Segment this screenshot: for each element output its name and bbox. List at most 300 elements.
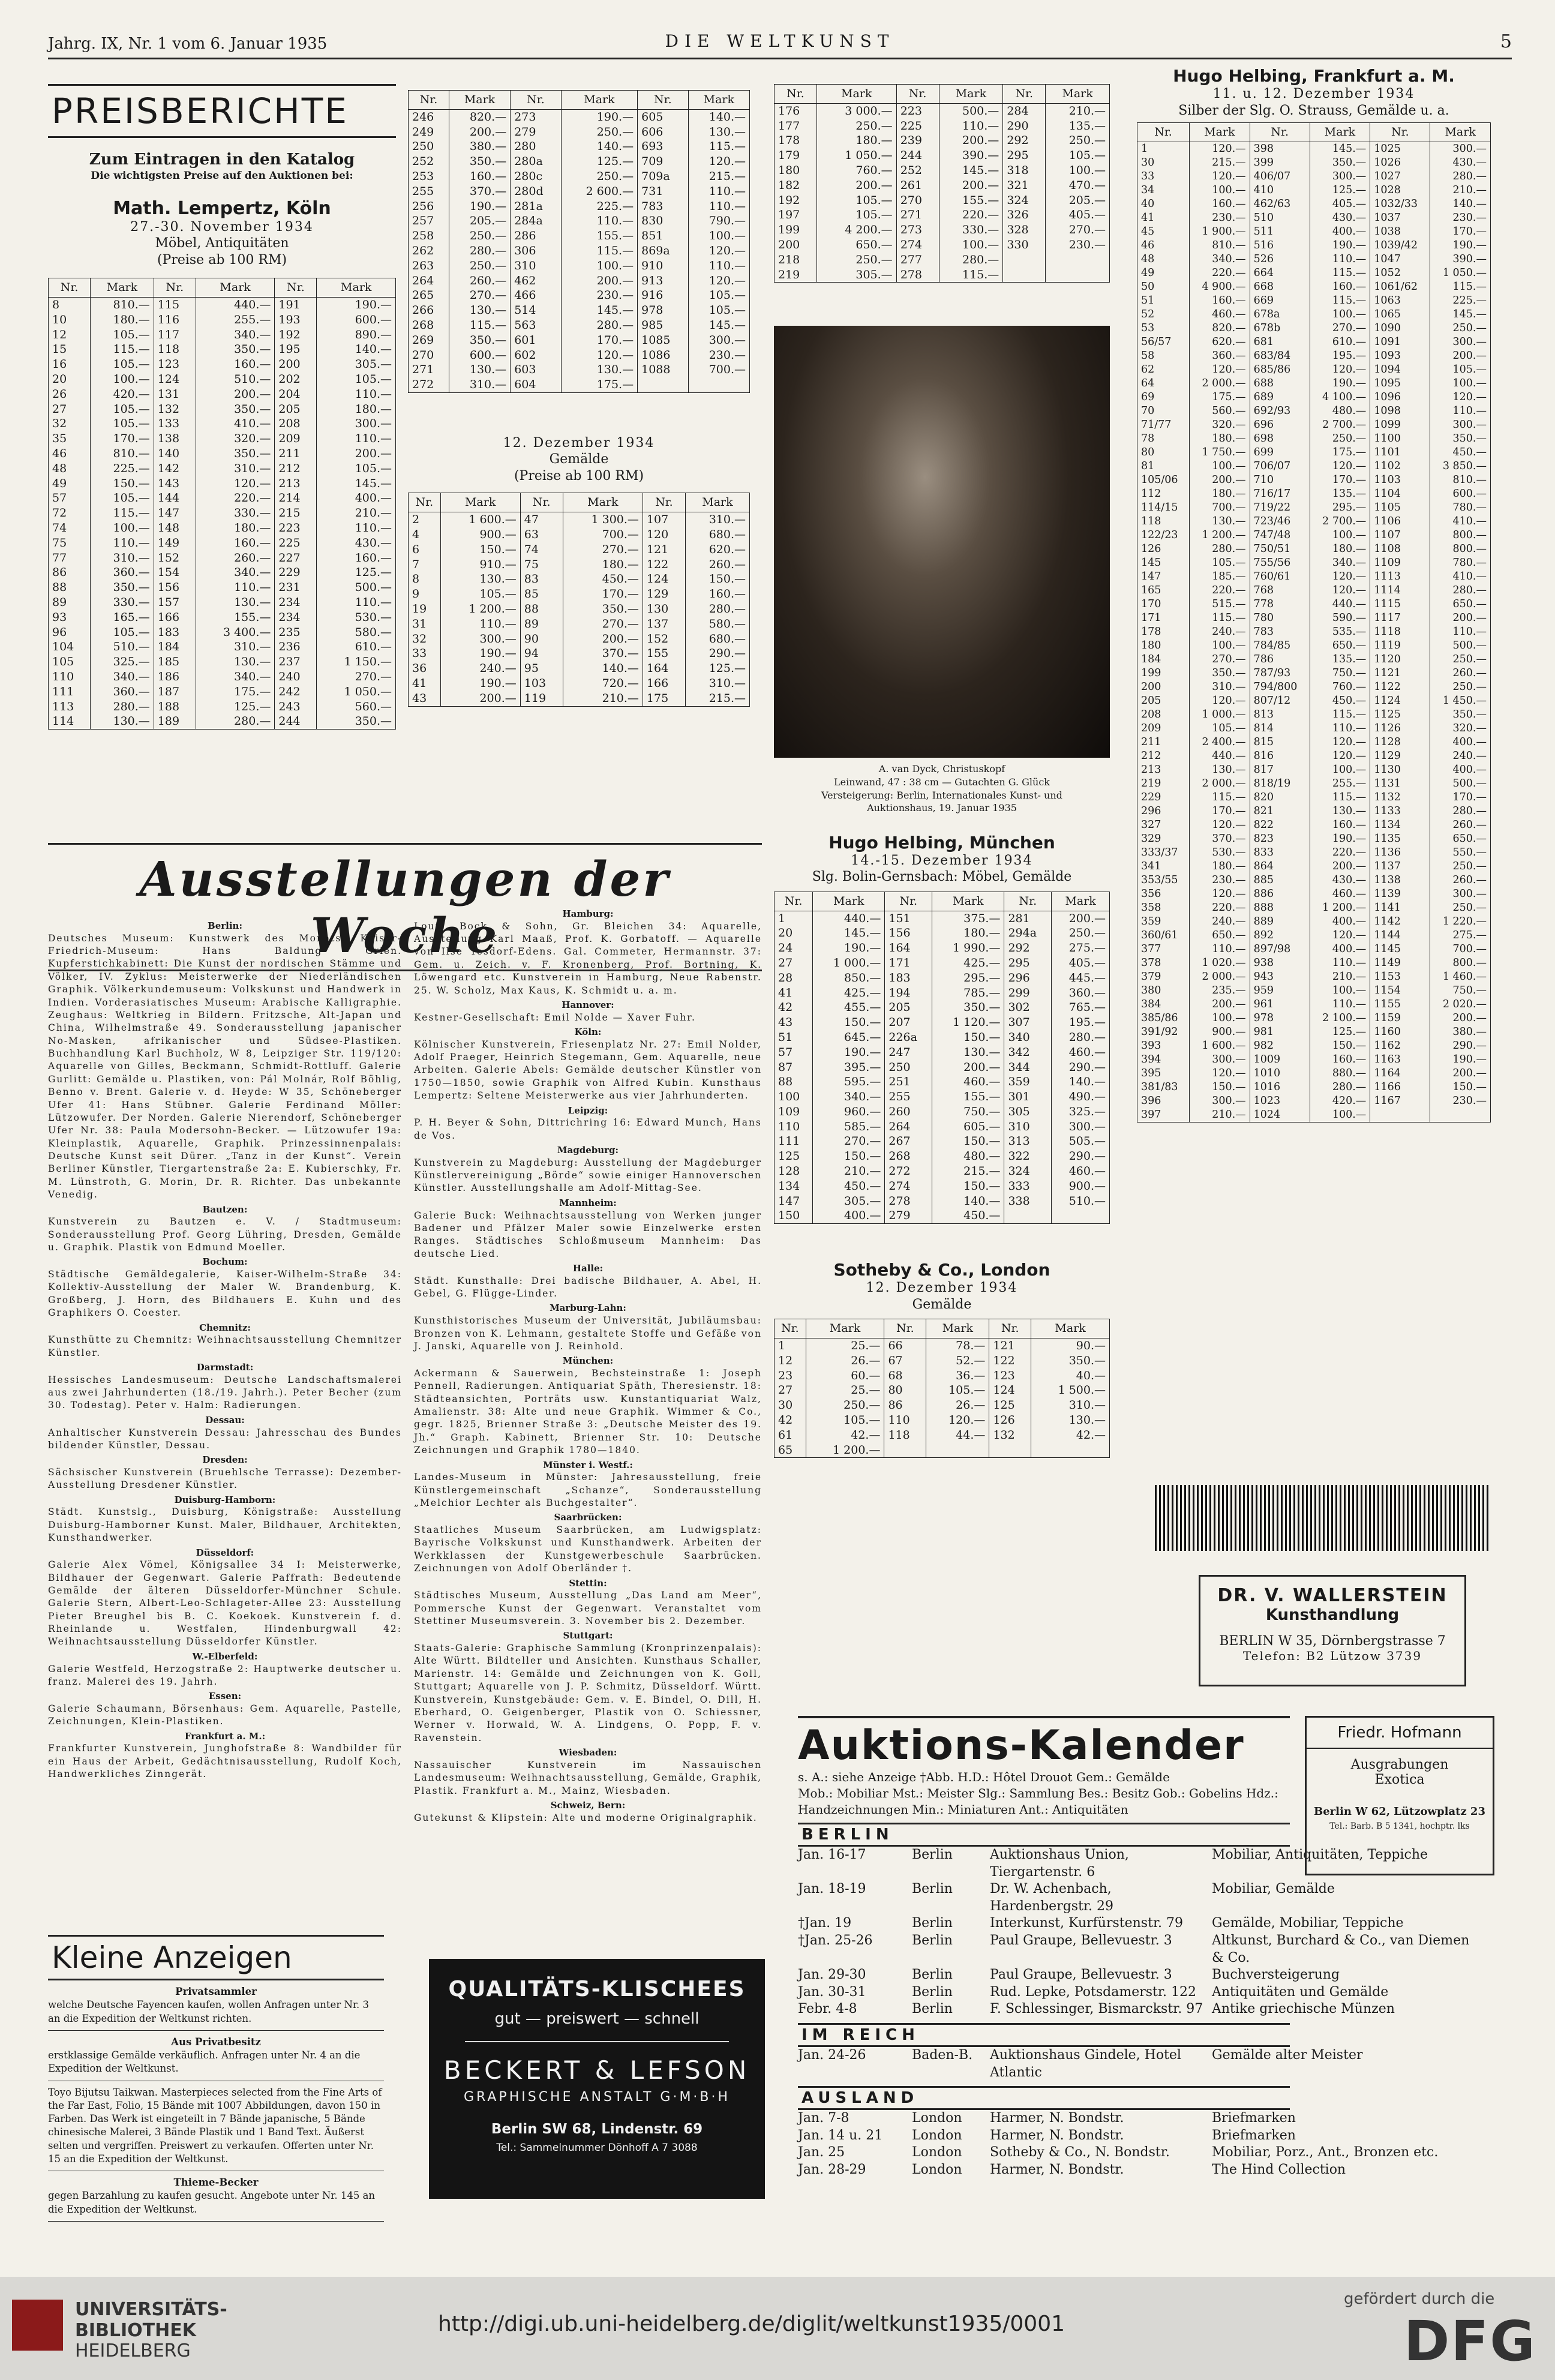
- lot-number-cell: 1118: [1370, 625, 1430, 639]
- lot-number-cell: 110: [884, 1413, 926, 1428]
- table-row: [775, 103, 1110, 118]
- lot-number-cell: 43: [775, 1015, 813, 1030]
- price-cell: 155.—: [196, 610, 275, 625]
- price-cell: 180.—: [196, 521, 275, 536]
- lot-number-cell: 41: [775, 986, 813, 1001]
- lot-number-cell: 1131: [1370, 777, 1430, 791]
- lot-number-cell: 125: [989, 1398, 1031, 1413]
- price-cell: 310.—: [196, 640, 275, 655]
- table-row: [49, 387, 396, 402]
- lot-number-cell: 88: [520, 602, 563, 617]
- price-cell: 140.—: [561, 139, 637, 154]
- price-cell: 105.—: [440, 587, 520, 602]
- lot-number-cell: 68: [884, 1368, 926, 1383]
- price-cell: 1 300.—: [563, 512, 643, 527]
- lot-number-cell: 4: [409, 527, 441, 542]
- lot-number-cell: 462: [511, 274, 562, 289]
- price-cell: 220.—: [1190, 901, 1250, 915]
- price-cell: 250.—: [561, 169, 637, 184]
- column-header: Mark: [449, 91, 510, 110]
- lot-number-cell: 166: [154, 610, 196, 625]
- table-row: [409, 661, 750, 676]
- lot-number-cell: 118: [1137, 515, 1190, 529]
- auktions-section-title: AUSLAND: [798, 2086, 1290, 2110]
- table-row: [409, 691, 750, 706]
- price-cell: 190.—: [813, 1045, 885, 1060]
- lot-number-cell: 26: [49, 387, 91, 402]
- price-cell: 810.—: [1430, 473, 1491, 487]
- lot-number-cell: 514: [511, 303, 562, 318]
- price-cell: 645.—: [813, 1030, 885, 1045]
- preisberichte-subtitle: Zum Eintragen in den Katalog: [89, 151, 355, 169]
- lot-number-cell: 406/07: [1250, 170, 1310, 184]
- price-cell: 290.—: [1052, 1060, 1110, 1075]
- lot-number-cell: 851: [638, 229, 689, 244]
- price-cell: 300.—: [688, 333, 749, 348]
- lot-number-cell: 709a: [638, 169, 689, 184]
- price-cell: 270.—: [563, 542, 643, 557]
- price-cell: 1 600.—: [1190, 1039, 1250, 1053]
- price-cell: 480.—: [1310, 404, 1370, 418]
- lot-number-cell: 33: [409, 646, 441, 661]
- price-cell: 550.—: [1430, 846, 1491, 860]
- lot-number-cell: 683/84: [1250, 349, 1310, 363]
- table-header-row: [1137, 123, 1491, 142]
- price-cell: 150.—: [813, 1015, 885, 1030]
- hofmann-line2: Ausgrabungen: [1350, 1757, 1449, 1772]
- lot-number-cell: 256: [409, 199, 449, 214]
- price-cell: 130.—: [440, 572, 520, 587]
- lot-number-cell: 820: [1250, 791, 1310, 805]
- lot-number-cell: 833: [1250, 846, 1310, 860]
- classified-ad: [48, 1980, 384, 2031]
- lot-number-cell: 270: [896, 193, 939, 208]
- price-cell: 810.—: [91, 298, 154, 313]
- auction-cell: Jan. 30-31: [798, 1984, 866, 2000]
- hofmann-name: Friedr. Hofmann: [1307, 1718, 1493, 1749]
- lot-number-cell: 699: [1250, 446, 1310, 460]
- price-cell: 500.—: [1430, 777, 1491, 791]
- table-row: [49, 506, 396, 521]
- table-row: [409, 587, 750, 602]
- exhibitions-right-column: [414, 906, 762, 1824]
- price-cell: 1 900.—: [1190, 225, 1250, 239]
- table-row: [409, 288, 750, 303]
- lot-number-cell: 40: [1137, 197, 1190, 211]
- lot-number-cell: 137: [643, 617, 685, 632]
- lot-number-cell: 380: [1137, 984, 1190, 998]
- exhibition-city: Leipzig:: [568, 1105, 608, 1116]
- price-cell: 600.—: [1430, 487, 1491, 501]
- exhibition-text: Louis Bock & Sohn, Gr. Bleichen 34: Aquarelle, Ausstellung Karl Maaß, Prof. K. Gorbatoff. — Aquarelle von Ilse Tesdorf-Edens. Gal. Commeter, Hermannstr. 37: Gem. u. Zeich. v. F. Kronenberg, Prof. Bortning, K. Löwengard etc. Kunstverein in Hamburg, Neue Rabenstr. 25. W. Scholz, Max Kaus, K. Schmidt u. a. m.: [414, 920, 762, 996]
- lot-number-cell: 384: [1137, 998, 1190, 1012]
- price-cell: 215.—: [685, 691, 749, 706]
- price-cell: 340.—: [1310, 556, 1370, 570]
- auction-cell: Harmer, N. Bondstr.: [990, 2162, 1124, 2177]
- table-row: [409, 109, 750, 124]
- column-header: Nr.: [775, 892, 813, 911]
- lot-number-cell: 193: [275, 313, 317, 328]
- price-cell: 310.—: [1031, 1398, 1110, 1413]
- auction-row: [798, 1847, 1428, 1881]
- table-row: [775, 1149, 1110, 1164]
- lot-number-cell: 284a: [511, 214, 562, 229]
- price-cell: 170.—: [91, 431, 154, 446]
- lot-number-cell: 1099: [1370, 418, 1430, 432]
- column-header: Mark: [816, 85, 896, 104]
- price-cell: 790.—: [688, 214, 749, 229]
- column-header: Nr.: [1370, 123, 1430, 142]
- auction-cell: Jan. 25: [798, 2145, 845, 2160]
- price-cell: 215.—: [1190, 156, 1250, 170]
- exhibition-entry: [414, 1262, 762, 1300]
- price-cell: 350.—: [449, 154, 510, 169]
- column-4: [1137, 66, 1491, 1123]
- lot-number-cell: 1102: [1370, 460, 1430, 473]
- helbing-frankfurt-price-table: [1137, 122, 1491, 1123]
- price-cell: 460.—: [1310, 887, 1370, 901]
- lot-number-cell: 381/83: [1137, 1081, 1190, 1094]
- price-cell: 1 220.—: [1430, 915, 1491, 929]
- auction-cell: Berlin: [912, 1916, 953, 1931]
- lot-number-cell: 178: [775, 133, 817, 148]
- lot-number-cell: 207: [885, 1015, 932, 1030]
- exhibition-city: Dessau:: [205, 1414, 245, 1425]
- price-cell: 220.—: [1190, 584, 1250, 598]
- lot-number-cell: 246: [409, 109, 449, 124]
- table-row: [775, 148, 1110, 163]
- price-cell: 360.—: [1190, 349, 1250, 363]
- price-cell: 220.—: [939, 208, 1003, 223]
- price-cell: 300.—: [1430, 418, 1491, 432]
- price-cell: 440.—: [196, 298, 275, 313]
- lot-number-cell: 138: [154, 431, 196, 446]
- classified-ad: [48, 2171, 384, 2222]
- auction-cell: Jan. 18-19: [798, 1881, 866, 1897]
- table-row: [1137, 846, 1491, 860]
- price-cell: 105.—: [317, 461, 396, 476]
- price-cell: 510.—: [1052, 1194, 1110, 1209]
- price-cell: 450.—: [1310, 694, 1370, 708]
- lot-number-cell: 46: [49, 446, 91, 461]
- price-cell: 120.—: [1190, 363, 1250, 377]
- lot-number-cell: 140: [154, 446, 196, 461]
- lot-number-cell: 688: [1250, 377, 1310, 391]
- lot-number-cell: 128: [775, 1164, 813, 1179]
- table-row: [409, 527, 750, 542]
- price-cell: 430.—: [1310, 211, 1370, 225]
- price-cell: 280.—: [685, 602, 749, 617]
- table-row: [1137, 1094, 1491, 1108]
- lot-number-cell: 280a: [511, 154, 562, 169]
- lot-number-cell: 77: [49, 551, 91, 566]
- funded-by-label: gefördert durch die: [1344, 2290, 1495, 2308]
- price-cell: 510.—: [91, 640, 154, 655]
- lot-number-cell: 164: [885, 941, 932, 956]
- table-row: [409, 214, 750, 229]
- table-row: [1137, 611, 1491, 625]
- lot-number-cell: 171: [885, 956, 932, 971]
- price-cell: 115.—: [91, 342, 154, 357]
- lot-number-cell: 247: [885, 1045, 932, 1060]
- table-row: [49, 610, 396, 625]
- price-cell: 250.—: [1430, 860, 1491, 874]
- exhibition-city: Köln:: [574, 1027, 602, 1037]
- price-cell: 140.—: [317, 342, 396, 357]
- price-cell: 200.—: [563, 632, 643, 647]
- lot-number-cell: 180: [775, 163, 817, 178]
- lot-number-cell: 709: [638, 154, 689, 169]
- auction-cell: Berlin: [912, 2001, 953, 2017]
- price-cell: 210.—: [317, 506, 396, 521]
- price-cell: 175.—: [1310, 446, 1370, 460]
- table-row: [1137, 887, 1491, 901]
- lot-number-cell: 397: [1137, 1108, 1190, 1123]
- price-cell: 300.—: [1190, 1094, 1250, 1108]
- lot-number-cell: 88: [775, 1075, 813, 1090]
- lot-number-cell: 125: [775, 1149, 813, 1164]
- price-cell: 110.—: [1310, 253, 1370, 266]
- lot-number-cell: 110: [49, 670, 91, 685]
- lot-number-cell: 1121: [1370, 667, 1430, 680]
- table-row: [1137, 791, 1491, 805]
- column-header: Nr.: [775, 85, 817, 104]
- exhibition-city: Frankfurt a. M.:: [184, 1730, 266, 1742]
- price-cell: 210.—: [1046, 103, 1110, 118]
- lot-number-cell: 205: [1137, 694, 1190, 708]
- price-cell: 405.—: [1310, 197, 1370, 211]
- price-cell: 450.—: [563, 572, 643, 587]
- price-cell: 400.—: [1310, 943, 1370, 956]
- lot-number-cell: 192: [775, 193, 817, 208]
- lot-number-cell: 274: [885, 1179, 932, 1194]
- classified-title: Privatsammler: [175, 1986, 257, 1997]
- price-cell: 300.—: [1052, 1120, 1110, 1135]
- table-row: [1137, 625, 1491, 639]
- lot-number-cell: 170: [1137, 598, 1190, 611]
- table-row: [775, 1000, 1110, 1015]
- column-header: Mark: [317, 278, 396, 298]
- lot-number-cell: 1126: [1370, 722, 1430, 736]
- lot-number-cell: 32: [409, 632, 441, 647]
- lot-number-cell: 237: [275, 655, 317, 670]
- price-cell: 165.—: [91, 610, 154, 625]
- price-cell: 300.—: [1430, 887, 1491, 901]
- price-cell: 280.—: [91, 700, 154, 715]
- price-cell: 160.—: [449, 169, 510, 184]
- price-cell: 200.—: [1190, 998, 1250, 1012]
- lot-number-cell: 685/86: [1250, 363, 1310, 377]
- table-row: [1137, 156, 1491, 170]
- lot-number-cell: 50: [1137, 280, 1190, 294]
- price-cell: 1 450.—: [1430, 694, 1491, 708]
- lot-number-cell: 105/06: [1137, 473, 1190, 487]
- price-cell: 340.—: [196, 328, 275, 343]
- price-cell: 190.—: [561, 109, 637, 124]
- lot-number-cell: 212: [275, 461, 317, 476]
- lot-number-cell: 359: [1137, 915, 1190, 929]
- helbing-frankfurt-category: Silber der Slg. O. Strauss, Gemälde u. a.: [1178, 103, 1449, 118]
- lot-number-cell: 78: [1137, 432, 1190, 446]
- price-cell: 200.—: [561, 274, 637, 289]
- hofmann-phone: Tel.: Barb. B 5 1341, hochptr. lks: [1329, 1821, 1470, 1831]
- table-row: [775, 223, 1110, 238]
- price-cell: 100.—: [1190, 184, 1250, 197]
- auction-cell: Harmer, N. Bondstr.: [990, 2127, 1124, 2143]
- lot-number-cell: 916: [638, 288, 689, 303]
- price-cell: 720.—: [563, 676, 643, 691]
- auction-cell: Antiquitäten und Gemälde: [1212, 1984, 1389, 2000]
- table-row: [1137, 446, 1491, 460]
- lot-number-cell: 1142: [1370, 915, 1430, 929]
- price-cell: 100.—: [1310, 984, 1370, 998]
- lot-number-cell: 356: [1137, 887, 1190, 901]
- price-cell: 270.—: [563, 617, 643, 632]
- table-row: [1137, 404, 1491, 418]
- price-cell: 115.—: [449, 318, 510, 333]
- lot-number-cell: 1135: [1370, 832, 1430, 846]
- price-cell: 130.—: [449, 303, 510, 318]
- lot-number-cell: 28: [775, 971, 813, 986]
- lot-number-cell: 15: [49, 342, 91, 357]
- lot-number-cell: 327: [1137, 818, 1190, 832]
- exhibition-entry: [414, 1105, 762, 1142]
- lot-number-cell: 32: [49, 416, 91, 431]
- price-cell: 330.—: [196, 506, 275, 521]
- lot-number-cell: 1124: [1370, 694, 1430, 708]
- price-cell: 40.—: [1031, 1368, 1110, 1383]
- price-cell: 350.—: [1310, 156, 1370, 170]
- price-cell: 180.—: [317, 402, 396, 417]
- lot-number-cell: 1047: [1370, 253, 1430, 266]
- lot-number-cell: 144: [154, 491, 196, 506]
- exhibition-text: Galerie Alex Vömel, Königsallee 34 I: Meisterwerke, Bildhauer der Gegenwart. Galerie Paffrath: Bedeutende Gemälde der älteren Düsseldorfer-Münchner Schule. Galerie Stern, Albert-Leo-Schlageter-Allee 23: Ausstellung Pieter Breughel bis B. C. Koekoek. Kunstverein f. d. Rheinlande u. Westfalen, Hindenburgwall 42: Weihnachtsausstellung Düsseldorfer Künstler.: [48, 1559, 402, 1647]
- auction-row: [798, 1967, 1340, 1984]
- table-row: [775, 1120, 1110, 1135]
- table-row: [409, 632, 750, 647]
- lot-number-cell: 49: [49, 476, 91, 491]
- lot-number-cell: 296: [1004, 971, 1052, 986]
- table-row: [409, 125, 750, 140]
- auktions-section-title: IM REICH: [798, 2023, 1290, 2047]
- source-url-link[interactable]: http://digi.ub.uni-heidelberg.de/diglit/weltkunst1935/0001: [438, 2312, 1065, 2336]
- exhibition-city: Mannheim:: [559, 1197, 617, 1208]
- lot-number-cell: 330: [1003, 238, 1046, 253]
- lot-number-cell: 274: [896, 238, 939, 253]
- lot-number-cell: 324: [1003, 193, 1046, 208]
- price-cell: 680.—: [685, 527, 749, 542]
- lot-number-cell: 129: [643, 587, 685, 602]
- table-row: [1137, 170, 1491, 184]
- price-cell: 100.—: [1310, 763, 1370, 777]
- price-cell: 200.—: [816, 178, 896, 193]
- lot-number-cell: 938: [1250, 956, 1310, 970]
- price-cell: 190.—: [449, 199, 510, 214]
- lot-number-cell: 65: [775, 1443, 806, 1458]
- wallerstein-address: BERLIN W 35, Dörnbergstrasse 7: [1219, 1634, 1446, 1649]
- price-cell: 4 900.—: [1190, 280, 1250, 294]
- lot-number-cell: 268: [885, 1149, 932, 1164]
- lot-number-cell: 815: [1250, 736, 1310, 749]
- lot-number-cell: 89: [520, 617, 563, 632]
- lot-number-cell: 279: [511, 125, 562, 140]
- price-cell: 120.—: [1310, 570, 1370, 584]
- exhibition-city: Stuttgart:: [563, 1630, 613, 1641]
- price-cell: 1 150.—: [317, 655, 396, 670]
- price-cell: 585.—: [813, 1120, 885, 1135]
- lot-number-cell: 250: [885, 1060, 932, 1075]
- lot-number-cell: 211: [1137, 736, 1190, 749]
- lot-number-cell: 118: [884, 1428, 926, 1443]
- exhibition-entry: [414, 999, 762, 1024]
- lot-number-cell: 1010: [1250, 1067, 1310, 1081]
- lot-number-cell: 516: [1250, 239, 1310, 253]
- lot-number-cell: 563: [511, 318, 562, 333]
- price-cell: 1 120.—: [932, 1015, 1004, 1030]
- price-cell: 110.—: [1310, 722, 1370, 736]
- lot-number-cell: 225: [275, 536, 317, 551]
- price-cell: 260.—: [1430, 818, 1491, 832]
- price-cell: 450.—: [813, 1179, 885, 1194]
- price-cell: 120.—: [688, 274, 749, 289]
- lot-number-cell: 147: [775, 1194, 813, 1209]
- price-cell: 765.—: [1052, 1000, 1110, 1015]
- price-cell: 110.—: [1430, 404, 1491, 418]
- table-row: [1137, 1012, 1491, 1025]
- lot-number-cell: 719/22: [1250, 501, 1310, 515]
- lot-number-cell: 192: [275, 328, 317, 343]
- exhibition-text: Kunstverein zu Magdeburg: Ausstellung der Magdeburger Künstlervereinigung „Börde“ sowie einiger Hannoverschen Künstler. Ausstellungshalle am Adolf-Mittag-See.: [414, 1157, 762, 1194]
- price-cell: 1 200.—: [1190, 529, 1250, 542]
- table-row: [1137, 1053, 1491, 1067]
- lot-number-cell: 786: [1250, 653, 1310, 667]
- lot-number-cell: 255: [885, 1090, 932, 1105]
- table-row: [1137, 473, 1491, 487]
- table-row: [1137, 1067, 1491, 1081]
- price-cell: 1 020.—: [1190, 956, 1250, 970]
- ausstellungen-title: Ausstellungen der Woche: [48, 843, 762, 971]
- lot-number-cell: 342: [1004, 1045, 1052, 1060]
- lot-number-cell: 96: [49, 625, 91, 640]
- price-cell: 1 750.—: [1190, 446, 1250, 460]
- price-cell: 125.—: [561, 154, 637, 169]
- price-cell: 150.—: [932, 1134, 1004, 1149]
- price-cell: 450.—: [1430, 446, 1491, 460]
- price-cell: 270.—: [449, 288, 510, 303]
- auction-cell: Jan. 24-26: [798, 2047, 866, 2063]
- lot-number-cell: [638, 377, 689, 392]
- lot-number-cell: 267: [885, 1134, 932, 1149]
- price-cell: [1430, 1108, 1491, 1123]
- lot-number-cell: 396: [1137, 1094, 1190, 1108]
- price-cell: 330.—: [939, 223, 1003, 238]
- lot-number-cell: 157: [154, 595, 196, 610]
- table-row: [49, 461, 396, 476]
- exhibition-city: Essen:: [208, 1691, 242, 1702]
- price-cell: 440.—: [813, 911, 885, 926]
- price-cell: 300.—: [1190, 1053, 1250, 1067]
- lot-number-cell: 110: [775, 1120, 813, 1135]
- price-cell: 3 400.—: [196, 625, 275, 640]
- issue-info: Jahrg. IX, Nr. 1 vom 6. Januar 1935: [48, 35, 328, 53]
- price-cell: 500.—: [939, 103, 1003, 118]
- lot-number-cell: 864: [1250, 860, 1310, 874]
- lot-number-cell: 678b: [1250, 322, 1310, 335]
- price-cell: 135.—: [1046, 119, 1110, 134]
- price-cell: 170.—: [1430, 791, 1491, 805]
- price-cell: 200.—: [1052, 911, 1110, 926]
- lempertz-category: Möbel, Antiquitäten: [155, 236, 289, 251]
